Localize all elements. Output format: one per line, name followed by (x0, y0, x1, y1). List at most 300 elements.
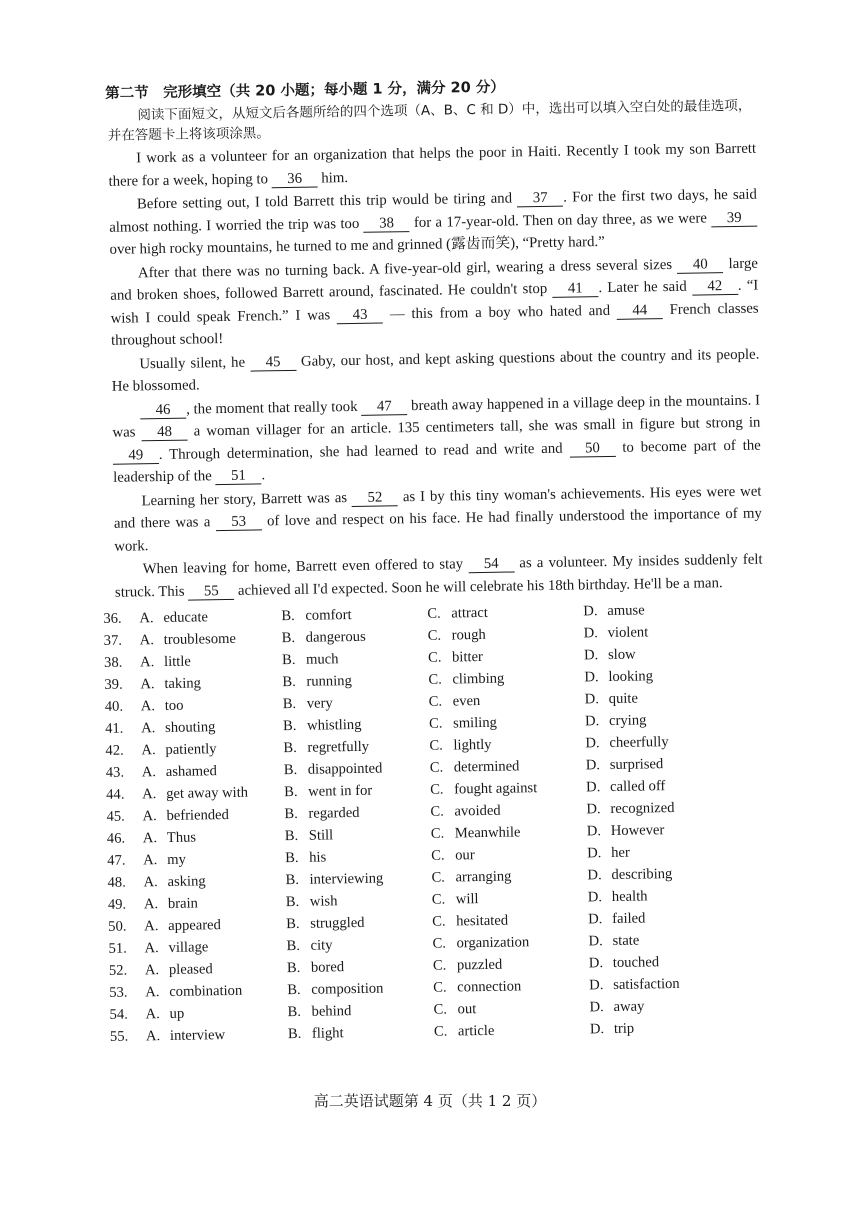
option-d (584, 665, 704, 689)
option-text: village (168, 939, 209, 956)
answer-blank: 36 (272, 170, 318, 188)
option-text: climbing (452, 670, 505, 688)
option-letter: A. (140, 676, 155, 693)
option-letter: D. (585, 735, 600, 752)
option-d (588, 928, 708, 952)
passage-text: Learning her story, Barrett was as (141, 489, 353, 509)
option-text: composition (311, 980, 384, 998)
option-letter: D. (588, 933, 603, 950)
option-letter: B. (282, 695, 297, 713)
option-b (286, 911, 432, 935)
passage (96, 138, 763, 604)
option-text: shouting (164, 719, 216, 736)
option-d (585, 730, 705, 754)
option-a (103, 605, 281, 630)
option-letter: A. (144, 918, 159, 935)
option-letter: D. (583, 647, 599, 664)
passage-text: , the moment that really took (185, 398, 362, 418)
option-d (588, 884, 708, 908)
option-letter: D. (589, 1021, 605, 1038)
option-letter: C. (432, 935, 447, 952)
answer-blank: 38 (363, 215, 409, 233)
option-text: running (306, 673, 352, 690)
option-d (587, 862, 707, 886)
option-letter: C. (433, 979, 447, 996)
option-b (281, 603, 427, 627)
question-number: 39. (104, 676, 123, 693)
question-number: 51. (108, 940, 127, 957)
option-letter: C. (431, 891, 446, 908)
option-letter: B. (287, 1003, 302, 1021)
option-letter: D. (584, 669, 599, 686)
option-text: bored (310, 959, 345, 976)
passage-text: Gaby, our host, and kept asking questions about the country and its people. He blossomed. (111, 346, 760, 395)
option-d (583, 599, 703, 623)
option-a (109, 1001, 287, 1026)
question-number: 49. (107, 896, 127, 913)
option-text: Meanwhile (454, 824, 521, 842)
option-letter: D. (586, 801, 601, 818)
passage-text: . Through determination, she had learned to read and write and (158, 440, 570, 463)
option-letter: A. (139, 654, 155, 671)
option-b (282, 647, 428, 671)
option-a (107, 825, 285, 850)
option-letter: C. (427, 649, 442, 666)
option-letter: D. (584, 691, 600, 708)
option-letter: C. (428, 671, 442, 688)
passage-text: of love and respect on his face. He had finally understood the importance of my work. (114, 505, 762, 555)
option-letter: B. (287, 981, 301, 999)
option-letter: B. (285, 871, 300, 889)
question-number: 46. (106, 830, 126, 847)
option-c (432, 930, 588, 954)
option-letter: A. (139, 610, 154, 627)
option-text: taking (164, 675, 202, 692)
option-text: called off (609, 778, 666, 795)
option-letter: A. (144, 940, 159, 957)
option-a (109, 957, 287, 982)
option-a (106, 781, 284, 806)
option-letter: B. (286, 915, 300, 933)
answer-blank: 47 (361, 398, 407, 416)
option-b (286, 933, 432, 957)
question-number: 37. (103, 632, 123, 649)
option-letter: C. (430, 825, 445, 842)
passage-text: Before setting out, I told Barrett this trip would be tiring and (136, 190, 518, 213)
option-b (282, 625, 428, 649)
option-text: will (455, 891, 479, 908)
passage-text: When leaving for home, Barrett even offered to stay (142, 556, 469, 578)
option-text: wish (309, 893, 338, 910)
option-text: pleased (168, 961, 213, 978)
option-d (586, 774, 706, 798)
option-text: touched (612, 954, 660, 971)
option-text: Thus (166, 829, 197, 846)
option-letter: A. (141, 720, 156, 737)
option-letter: B. (286, 959, 301, 977)
option-b (283, 735, 429, 759)
option-letter: B. (285, 893, 300, 911)
passage-text: French classes throughout school! (110, 300, 759, 349)
option-text: describing (611, 866, 673, 883)
option-letter: D. (583, 603, 598, 620)
option-text: interviewing (309, 870, 384, 888)
option-a (105, 693, 283, 718)
option-text: too (164, 697, 184, 714)
passage-text: for a 17-year-old. Then on day three, as we were (409, 209, 712, 231)
passage-text: achieved all I'd expected. Soon he will celebrate his 18th birthday. He'll be a man. (234, 574, 723, 599)
option-a (107, 869, 285, 894)
option-c (429, 710, 585, 734)
option-c (428, 622, 584, 646)
option-c (432, 886, 588, 910)
question-number: 40. (104, 698, 124, 715)
option-text: avoided (454, 802, 501, 820)
option-text: away (613, 998, 645, 1015)
option-c (431, 864, 587, 888)
passage-text: I work as a volunteer for an organization that helps the poor in Haiti. Recently I took my son Barrett there for a week, hoping to (108, 140, 757, 190)
option-text: state (612, 932, 640, 949)
page-footer: 高二英语试题第 4 页（共 1 2 页） (313, 1092, 547, 1110)
option-text: article (457, 1022, 495, 1040)
passage-text: a woman villager for an article. 135 centimeters tall, she was small in figure but strong in (187, 414, 761, 440)
passage-paragraph (109, 184, 758, 262)
answer-blank: 50 (569, 439, 615, 457)
option-text: surprised (609, 756, 664, 773)
option-letter: A. (140, 698, 156, 715)
answer-blank: 52 (352, 489, 398, 507)
question-number: 43. (105, 764, 125, 781)
passage-paragraph (114, 549, 763, 604)
option-c (432, 908, 588, 932)
option-c (430, 776, 586, 800)
option-letter: B. (281, 651, 296, 669)
option-d (586, 752, 706, 776)
option-text: dangerous (305, 628, 366, 646)
passage-text: to become part of the leadership of the (113, 437, 761, 486)
question-number: 42. (105, 742, 124, 759)
answer-blank: 48 (141, 424, 187, 442)
option-text: much (305, 651, 339, 668)
option-c (434, 1018, 590, 1042)
passage-text: Usually silent, he (139, 354, 251, 372)
option-a (105, 737, 283, 762)
option-d (585, 687, 705, 711)
question-number: 41. (105, 720, 124, 737)
option-letter: D. (585, 779, 601, 796)
option-d (589, 972, 709, 996)
option-a (104, 627, 282, 652)
option-text: recognized (610, 799, 675, 817)
option-text: cheerfully (609, 734, 669, 752)
option-text: regarded (308, 804, 360, 822)
option-text: smiling (452, 714, 498, 732)
question-number: 38. (103, 654, 123, 671)
option-text: get away with (166, 784, 249, 802)
option-b (285, 823, 431, 847)
option-d (589, 994, 709, 1018)
option-letter: D. (585, 757, 601, 774)
option-b (284, 801, 430, 825)
option-letter: C. (427, 605, 441, 622)
option-text: bitter (451, 648, 483, 666)
answer-blank: 40 (677, 256, 723, 274)
option-b (287, 977, 433, 1001)
option-d (589, 950, 709, 974)
passage-text: . (261, 467, 266, 484)
option-text: behind (311, 1003, 352, 1020)
option-text: troublesome (163, 630, 237, 648)
option-text: disappointed (307, 760, 383, 778)
option-b (287, 955, 433, 979)
option-text: befriended (166, 806, 230, 824)
option-letter: D. (587, 845, 602, 862)
question-number: 45. (106, 808, 125, 825)
option-c (427, 600, 583, 624)
answer-blank: 39 (711, 209, 757, 227)
option-c (429, 688, 585, 712)
option-text: very (306, 695, 333, 712)
option-letter: B. (283, 739, 297, 757)
option-text: interview (169, 1027, 226, 1044)
option-letter: A. (143, 852, 158, 869)
option-text: out (457, 1001, 477, 1018)
option-text: patiently (165, 741, 217, 758)
option-d (584, 643, 704, 667)
option-letter: A. (145, 984, 160, 1001)
option-a (104, 649, 282, 674)
option-text: combination (169, 982, 243, 1000)
option-d (584, 621, 704, 645)
option-text: up (169, 1005, 185, 1022)
option-text: my (167, 851, 186, 868)
option-letter: D. (589, 999, 604, 1016)
option-text: her (611, 844, 630, 861)
option-text: ashamed (165, 763, 217, 780)
option-letter: C. (428, 715, 443, 732)
option-text: violent (607, 624, 649, 642)
option-a (108, 891, 286, 916)
option-letter: A. (141, 742, 156, 759)
passage-text: — this from a boy who hated and (382, 302, 617, 323)
option-text: determined (453, 758, 520, 776)
passage-paragraph (110, 252, 759, 352)
answer-blank: 49 (113, 447, 159, 465)
option-letter: C. (432, 957, 447, 974)
passage-text: over high rocky mountains, he turned to me and grinned (露齿而笑), “Pretty hard.” (109, 234, 605, 258)
passage-text: After that there was no turning back. A five-year-old girl, wearing a dress several sizes (137, 256, 678, 281)
option-b (283, 713, 429, 737)
option-b (284, 779, 430, 803)
option-text: appeared (168, 917, 222, 934)
answer-blank: 45 (250, 353, 296, 371)
passage-paragraph (112, 389, 761, 489)
passage-text: him. (317, 169, 349, 187)
option-letter: D. (589, 977, 604, 994)
option-text: rough (451, 626, 486, 644)
option-a (107, 847, 285, 872)
option-text: trip (613, 1020, 635, 1037)
option-b (286, 889, 432, 913)
option-a (108, 935, 286, 960)
option-text: comfort (305, 607, 352, 624)
option-letter: A. (143, 896, 159, 913)
option-text: little (163, 653, 191, 670)
option-letter: C. (433, 1001, 448, 1018)
option-letter: A. (145, 1028, 161, 1045)
option-letter: A. (142, 830, 158, 847)
option-letter: C. (429, 759, 444, 776)
option-text: looking (608, 668, 654, 686)
question-number: 53. (109, 984, 128, 1001)
option-text: organization (456, 934, 530, 952)
answer-blank: 53 (216, 513, 262, 531)
option-text: fought against (453, 780, 538, 798)
option-a (105, 715, 283, 740)
passage-text: as a volunteer. My insides suddenly felt struck. This (114, 551, 763, 601)
option-letter: B. (286, 937, 301, 955)
option-d (587, 840, 707, 864)
option-letter: B. (282, 673, 296, 691)
option-letter: B. (285, 849, 299, 867)
option-text: crying (608, 712, 647, 730)
answer-blank: 51 (215, 467, 261, 485)
question-number: 36. (103, 610, 122, 627)
question-number: 50. (108, 918, 127, 935)
instructions: 阅读下面短文，从短文后各题所给的四个选项（A、B、C 和 D）中，选出可以填入空白处的最佳选项，并在答题卡上将该项涂黑。 (107, 97, 752, 144)
answer-blank: 54 (468, 555, 514, 573)
option-letter: C. (428, 693, 443, 710)
option-d (585, 708, 705, 732)
option-text: quite (608, 690, 639, 708)
option-c (430, 798, 586, 822)
option-text: failed (612, 910, 646, 927)
answer-blank: 44 (617, 302, 663, 320)
option-letter: A. (145, 1006, 160, 1023)
option-b (288, 1021, 434, 1045)
option-c (433, 974, 589, 998)
option-text: slow (607, 646, 636, 664)
option-letter: B. (284, 827, 299, 845)
option-letter: D. (583, 625, 599, 642)
option-text: arranging (455, 868, 512, 886)
question-number: 47. (107, 852, 126, 869)
option-text: his (309, 849, 327, 866)
option-c (433, 952, 589, 976)
passage-text: . For the first two days, he said almost nothing. I worried the trip was too (109, 186, 757, 236)
option-letter: C. (432, 913, 446, 930)
option-b (282, 669, 428, 693)
question-number: 55. (109, 1028, 129, 1045)
option-letter: C. (430, 781, 444, 798)
option-c (429, 732, 585, 756)
option-c (431, 820, 587, 844)
option-c (431, 842, 587, 866)
options-table (103, 598, 770, 1048)
option-b (285, 867, 431, 891)
answer-blank: 55 (188, 582, 234, 600)
option-a (106, 759, 284, 784)
option-letter: D. (588, 911, 603, 928)
option-a (109, 979, 287, 1004)
option-text: However (610, 822, 665, 839)
passage-text: large and broken shoes, followed Barrett around, fascinated. He couldn't stop (110, 255, 759, 304)
option-letter: B. (284, 783, 298, 801)
option-letter: D. (586, 823, 602, 840)
option-letter: C. (427, 627, 442, 644)
option-b (287, 999, 433, 1023)
option-c (428, 666, 584, 690)
option-text: attract (451, 604, 488, 622)
option-text: flight (311, 1025, 344, 1042)
option-text: health (611, 888, 648, 905)
passage-text: . “I wish I could speak French.” I was (110, 277, 759, 327)
question-number: 54. (109, 1006, 128, 1023)
answer-blank: 41 (552, 280, 598, 298)
option-d (588, 906, 708, 930)
option-text: brain (167, 895, 199, 912)
passage-paragraph (113, 480, 762, 558)
option-letter: D. (588, 955, 604, 972)
option-letter: B. (282, 717, 297, 735)
option-b (284, 757, 430, 781)
option-letter: B. (283, 761, 298, 779)
option-text: struggled (310, 914, 365, 932)
question-number: 52. (108, 962, 128, 979)
option-letter: B. (284, 805, 299, 823)
option-d (590, 1016, 710, 1040)
option-letter: C. (431, 847, 445, 864)
option-letter: B. (281, 607, 295, 625)
option-text: asking (167, 873, 206, 890)
option-text: even (452, 693, 481, 710)
option-c (430, 754, 586, 778)
option-b (285, 845, 431, 869)
option-a (110, 1023, 288, 1048)
option-a (108, 913, 286, 938)
question-number: 44. (106, 786, 125, 803)
option-text: hesitated (456, 912, 509, 930)
answer-blank: 42 (692, 278, 738, 296)
option-letter: C. (430, 803, 444, 820)
option-a (104, 671, 282, 696)
passage-text: . Later he said (598, 278, 692, 297)
passage-text: as I by this tiny woman's achievements. His eyes were wet and there was a (113, 483, 762, 532)
option-text: satisfaction (613, 975, 680, 993)
option-letter: A. (144, 962, 160, 979)
option-letter: C. (431, 869, 446, 886)
option-text: connection (457, 978, 522, 996)
option-letter: D. (587, 867, 602, 884)
option-text: our (455, 847, 475, 864)
option-text: educate (163, 609, 209, 626)
option-letter: C. (433, 1023, 448, 1040)
option-letter: B. (287, 1025, 302, 1043)
answer-blank: 37 (517, 190, 563, 208)
answer-blank: 43 (337, 306, 383, 324)
option-c (428, 644, 584, 668)
option-letter: C. (429, 737, 443, 754)
option-d (587, 818, 707, 842)
question-number: 48. (107, 874, 126, 891)
answer-blank: 46 (140, 401, 186, 419)
option-letter: A. (142, 808, 157, 825)
section-heading: 第二节 完形填空（共 20 小题；每小题 1 分，满分 20 分） (105, 79, 505, 102)
option-d (586, 796, 706, 820)
option-letter: A. (139, 632, 155, 649)
option-text: went in for (308, 782, 373, 800)
option-text: whistling (306, 716, 362, 734)
